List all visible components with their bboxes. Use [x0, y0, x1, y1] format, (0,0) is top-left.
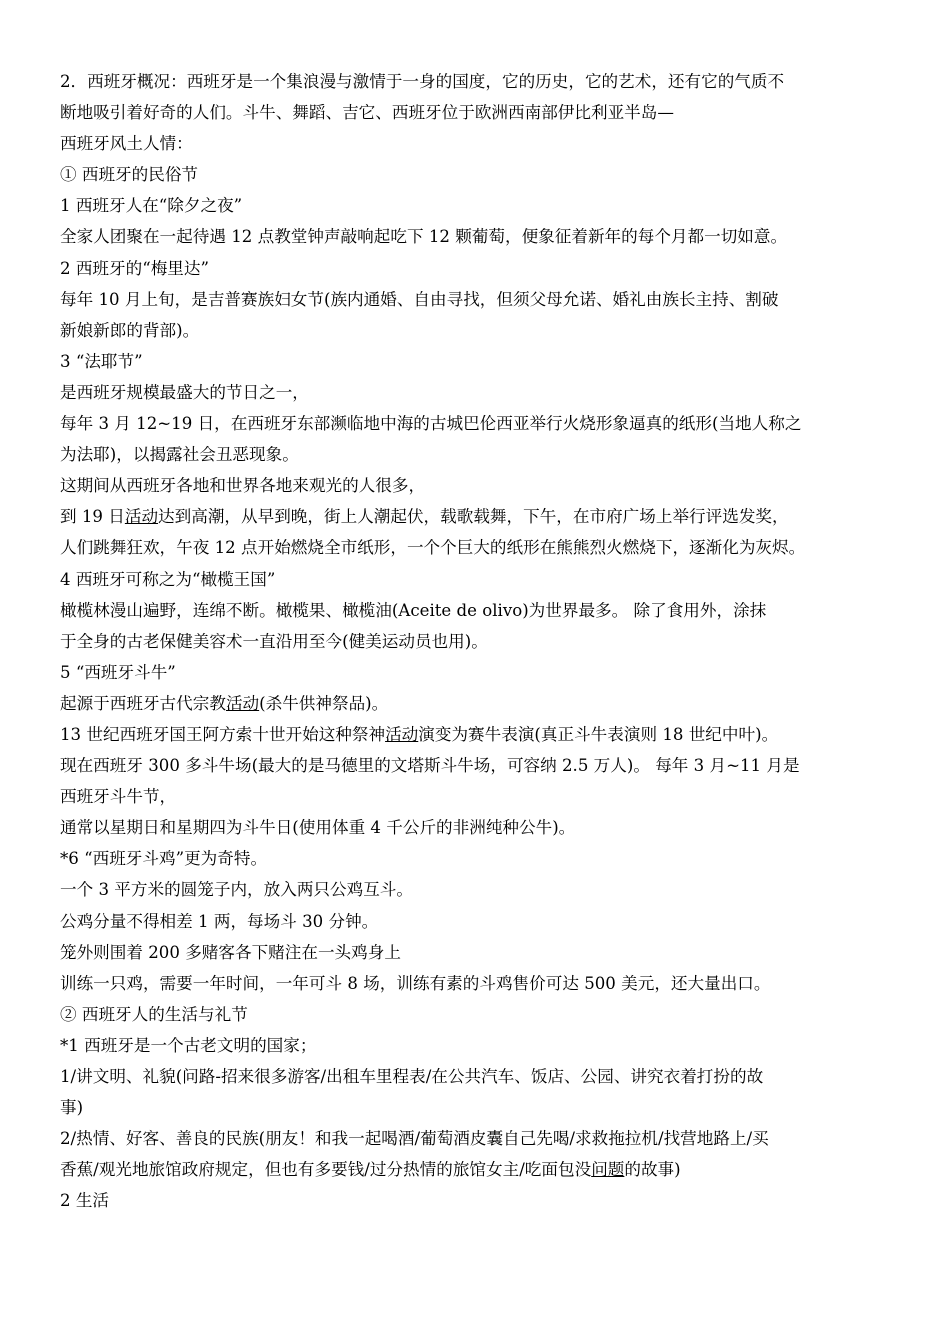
underlined-link[interactable]: 活动 [225, 693, 260, 713]
underlined-link[interactable]: 问题 [591, 1160, 625, 1180]
item-heading: 1 西班牙人在“除夕之夜” [60, 196, 243, 216]
text-line: 为法耶)，以揭露社会丑恶现象。 [60, 445, 299, 465]
text-line: 新娘新郎的背部)。 [60, 320, 200, 340]
item-heading: 4 西班牙可称之为“橄榄王国” [60, 569, 276, 589]
text-line [60, 1154, 896, 1185]
text-line: 训练一只鸡，需要一年时间，一年可斗 8 场，训练有素的斗鸡售价可达 500 美元，还大量出口。 [60, 973, 771, 993]
text-line: 一个 3 平方米的圆笼子内，放入两只公鸡互斗。 [60, 880, 413, 900]
underlined-link[interactable]: 活动 [385, 724, 419, 744]
text-line: 通常以星期日和星期四为斗牛日(使用体重 4 千公斤的非洲纯种公牛)。 [60, 818, 576, 838]
item-heading: *6 “西班牙斗鸡”更为奇特。 [60, 849, 268, 869]
text-run: 演变为赛牛表演(真正斗牛表演则 18 世纪中叶)。 [418, 724, 779, 744]
text-line: 西班牙斗牛节， [60, 787, 177, 807]
text-line: 断地吸引着好奇的人们。斗牛、舞蹈、吉它、西班牙位于欧洲西南部伊比利亚半岛— [60, 103, 674, 123]
text-line: 2．西班牙概况：西班牙是一个集浪漫与激情于一身的国度，它的历史，它的艺术，还有它的气质不 [60, 72, 785, 91]
item-heading: *1 西班牙是一个古老文明的国家； [60, 1035, 317, 1055]
text-run: (杀牛供神祭品)。 [259, 693, 389, 713]
text-line: 现在西班牙 300 多斗牛场(最大的是马德里的文塔斯斗牛场，可容纳 2.5 万人)。 每年 3 月~11 月是 [60, 756, 800, 776]
item-heading: 5 “西班牙斗牛” [60, 662, 176, 682]
text-run: 香蕉/观光地旅馆政府规定，但也有多要钱/过分热情的旅馆女主/吃面包没 [60, 1160, 592, 1180]
text-line: 人们跳舞狂欢，午夜 12 点开始燃烧全市纸形，一个个巨大的纸形在熊熊烈火燃烧下，逐渐化为灰烬。 [60, 538, 806, 558]
text-line: 公鸡分量不得相差 1 两，每场斗 30 分钟。 [60, 911, 379, 931]
text-line [60, 688, 896, 719]
item-heading: 3 “法耶节” [60, 351, 143, 371]
subsection-heading: ① 西班牙的民俗节 [60, 165, 199, 185]
text-line: 每年 10 月上旬，是吉普赛族妇女节(族内通婚、自由寻找，但须父母允诺、婚礼由族长主持、割破 [60, 289, 779, 309]
text-line: 于全身的古老保健美容术一直沿用至今(健美运动员也用)。 [60, 631, 488, 651]
text-line: 这期间从西班牙各地和世界各地来观光的人很多， [60, 476, 426, 496]
text-line: 2/热情、好客、善良的民族(朋友！和我一起喝酒/葡萄酒皮囊自己先喝/求救拖拉机/找营地路上/买 [60, 1129, 769, 1149]
text-run: 起源于西班牙古代宗教 [60, 693, 226, 713]
text-line: 是西班牙规模最盛大的节日之一， [60, 382, 309, 402]
underlined-link[interactable]: 活动 [124, 507, 159, 527]
text-line: 笼外则围着 200 多赌客各下赌注在一头鸡身上 [60, 942, 401, 962]
text-line [60, 719, 896, 750]
item-heading: 2 西班牙的“梅里达” [60, 258, 209, 278]
text-line: 每年 3 月 12~19 日，在西班牙东部濒临地中海的古城巴伦西亚举行火烧形象逼真的纸形(当地人称之 [60, 414, 802, 434]
subsection-heading: ② 西班牙人的生活与礼节 [60, 1004, 248, 1024]
text-line: 橄榄林漫山遍野，连绵不断。橄榄果、橄榄油(Aceite de olivo)为世界最多。 除了食用外，涂抹 [60, 600, 767, 620]
text-run: 的故事) [624, 1160, 681, 1180]
text-line: 事) [60, 1098, 84, 1118]
document-page [60, 66, 896, 1216]
text-line [60, 501, 896, 532]
section-heading: 西班牙风土人情： [60, 134, 193, 154]
text-run: 达到高潮，从早到晚，街上人潮起伏，载歌载舞，下午，在市府广场上举行评选发奖， [158, 507, 789, 527]
item-heading: 2 生活 [60, 1191, 110, 1211]
text-run: 13 世纪西班牙国王阿方索十世开始这种祭神 [60, 724, 386, 744]
text-line: 全家人团聚在一起待遇 12 点教堂钟声敲响起吃下 12 颗葡萄，便象征着新年的每个月都一切如意。 [60, 227, 788, 247]
text-line: 1/讲文明、礼貌(问路-招来很多游客/出租车里程表/在公共汽车、饭店、公园、讲究衣着打扮的故 [60, 1067, 764, 1086]
text-run: 到 19 日 [60, 507, 125, 527]
